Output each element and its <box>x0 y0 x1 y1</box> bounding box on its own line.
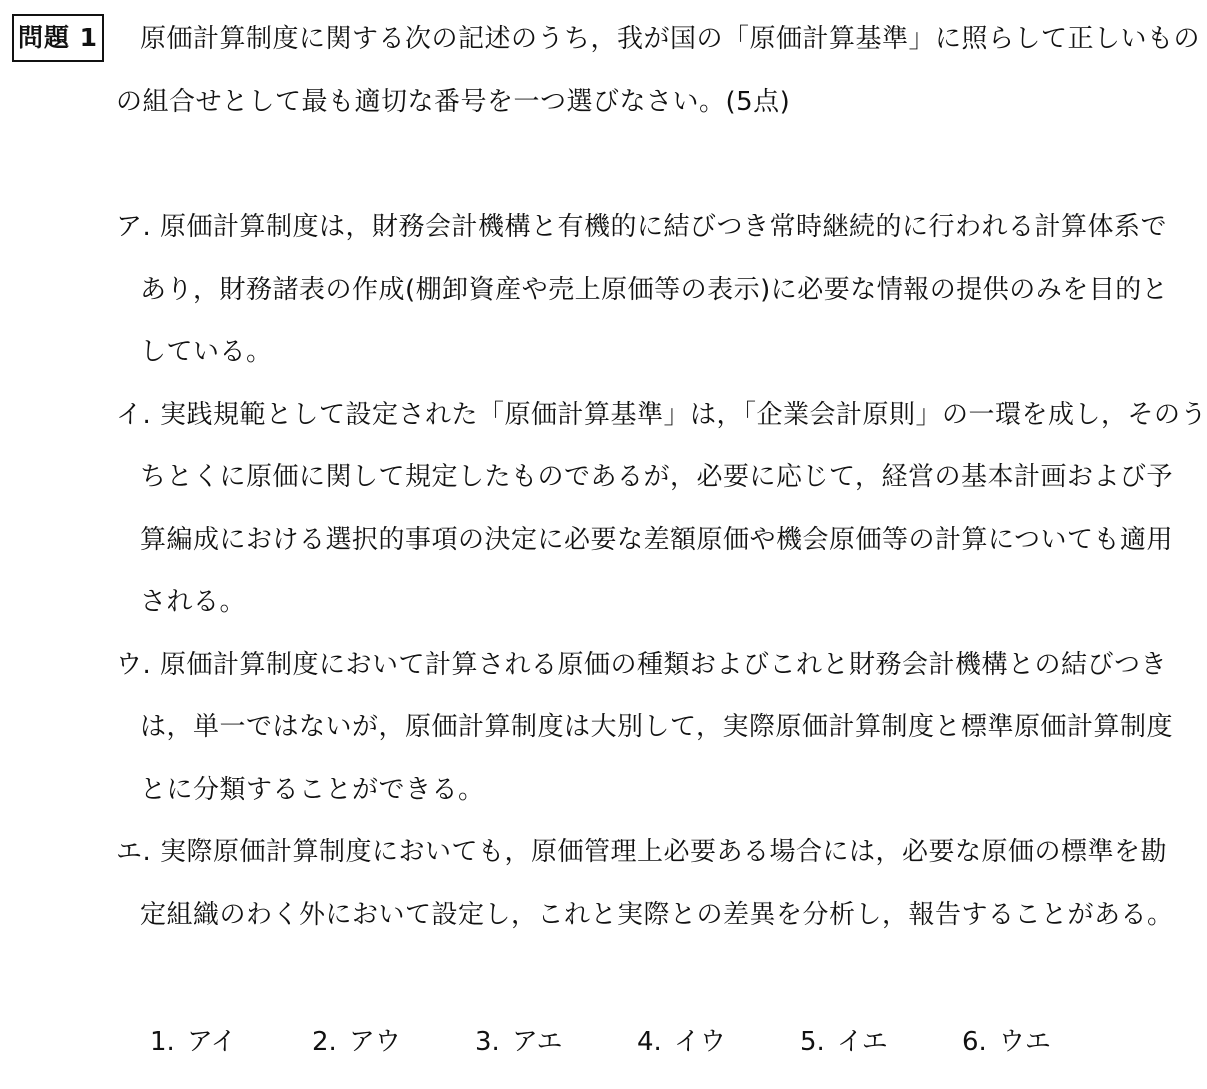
statement-u-line-3: とに分類することができる。 <box>140 775 485 805</box>
answer-choice-text: イエ <box>836 1027 888 1057</box>
answer-choice-text: イウ <box>673 1027 726 1057</box>
question-stem-line-2: の組合せとして最も適切な番号を一つ選びなさい。(5点) <box>116 87 791 117</box>
answer-choice-4[interactable] <box>637 1022 726 1062</box>
statement-i-line-2: ちとくに原価に関して規定したものであるが，必要に応じて，経営の基本計画および予 <box>140 462 1173 492</box>
answer-choice-text: ウエ <box>998 1027 1051 1057</box>
answer-choice-number: 1. <box>150 1027 175 1057</box>
answer-choice-number: 3. <box>475 1027 500 1057</box>
question-stem-line-1: 原価計算制度に関する次の記述のうち，我が国の「原価計算基準」に照らして正しいもの <box>140 24 1201 54</box>
answer-choice-number: 6. <box>962 1027 987 1057</box>
statement-a-line-1: ア. 原価計算制度は，財務会計機構と有機的に結びつき常時継続的に行われる計算体系で <box>116 212 1168 242</box>
statement-a-line-2: あり，財務諸表の作成(棚卸資産や売上原価等の表示)に必要な情報の提供のみを目的と <box>140 275 1169 305</box>
statement-u-line-2: は，単一ではないが，原価計算制度は大別して，実際原価計算制度と標準原価計算制度 <box>140 712 1173 742</box>
answer-choice-text: アエ <box>511 1027 563 1057</box>
statement-e-line-2: 定組織のわく外において設定し，これと実際との差異を分析し，報告することがある。 <box>140 900 1174 930</box>
answer-choice-1[interactable] <box>150 1022 236 1062</box>
answer-choice-number: 2. <box>312 1027 337 1057</box>
statement-i-line-1: イ. 実践規範として設定された「原価計算基準」は，「企業会計原則」の一環を成し，そのう <box>116 400 1207 430</box>
answer-choice-3[interactable] <box>475 1022 563 1062</box>
statement-e-line-1: エ. 実際原価計算制度においても，原価管理上必要ある場合には，必要な原価の標準を勘 <box>116 837 1168 867</box>
answer-choice-5[interactable] <box>800 1022 888 1062</box>
answer-choice-text: アイ <box>186 1027 237 1057</box>
answer-choice-number: 4. <box>637 1027 662 1057</box>
answer-choice-text: アウ <box>348 1027 401 1057</box>
answer-choice-number: 5. <box>800 1027 825 1057</box>
statement-a-line-3: している。 <box>140 337 273 367</box>
statement-i-line-3: 算編成における選択的事項の決定に必要な差額原価や機会原価等の計算についても適用 <box>140 525 1173 555</box>
answer-choice-2[interactable] <box>312 1022 401 1062</box>
answer-choice-6[interactable] <box>962 1022 1051 1062</box>
answer-choices <box>0 1022 1089 1062</box>
statement-i-line-4: される。 <box>140 587 247 617</box>
statement-u-line-1: ウ. 原価計算制度において計算される原価の種類およびこれと財務会計機構との結びつき <box>116 650 1168 680</box>
question-number-label: 問題 1 <box>12 14 104 62</box>
